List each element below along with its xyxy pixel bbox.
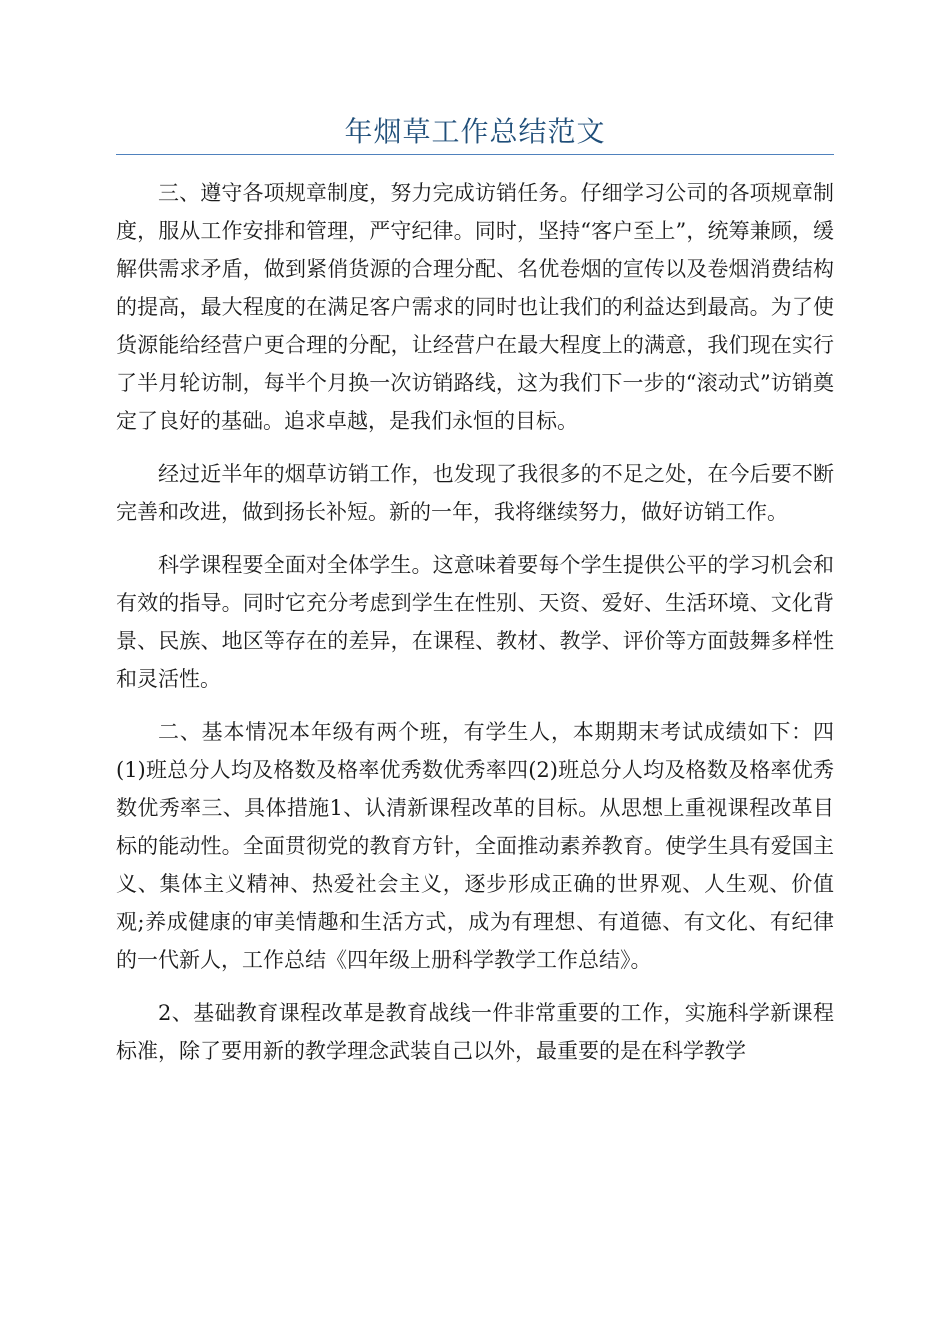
- document-body: [116, 174, 834, 1085]
- paragraph: 经过近半年的烟草访销工作，也发现了我很多的不足之处，在今后要不断完善和改进，做到扬长补短。新的一年，我将继续努力，做好访销工作。: [116, 462, 834, 524]
- paragraph: 2、基础教育课程改革是教育战线一件非常重要的工作，实施科学新课程标准，除了要用新的教学理念武装自己以外，最重要的是在科学教学: [116, 1001, 834, 1063]
- paragraph: 科学课程要全面对全体学生。这意味着要每个学生提供公平的学习机会和有效的指导。同时它充分考虑到学生在性别、天资、爱好、生活环境、文化背景、民族、地区等存在的差异，在课程、教材、教学、评价等方面鼓舞多样性和灵活性。: [116, 553, 834, 691]
- paragraph: 二、基本情况本年级有两个班，有学生人，本期期末考试成绩如下：四(1)班总分人均及格数及格率优秀数优秀率四(2)班总分人均及格数及格率优秀数优秀率三、具体措施1、认清新课程改革的目标。从思想上重视课程改革目标的能动性。全面贯彻党的教育方针，全面推动素养教育。使学生具有爱国主义、集体主义精神、热爱社会主义，逐步形成正确的世界观、人生观、价值观;养成健康的审美情趣和生活方式，成为有理想、有道德、有文化、有纪律的一代新人，工作总结《四年级上册科学教学工作总结》。: [116, 720, 834, 972]
- title-underline: [116, 154, 834, 155]
- page-title: 年烟草工作总结范文: [344, 115, 606, 148]
- paragraph: 三、遵守各项规章制度，努力完成访销任务。仔细学习公司的各项规章制度，服从工作安排和管理，严守纪律。同时，坚持“客户至上”，统筹兼顾，缓解供需求矛盾，做到紧俏货源的合理分配、名优卷烟的宣传以及卷烟消费结构的提高，最大程度的在满足客户需求的同时也让我们的利益达到最高。为了使货源能给经营户更合理的分配，让经营户在最大程度上的满意，我们现在实行了半月轮访制，每半个月换一次访销路线，这为我们下一步的“滚动式”访销奠定了良好的基础。追求卓越，是我们永恒的目标。: [116, 181, 834, 433]
